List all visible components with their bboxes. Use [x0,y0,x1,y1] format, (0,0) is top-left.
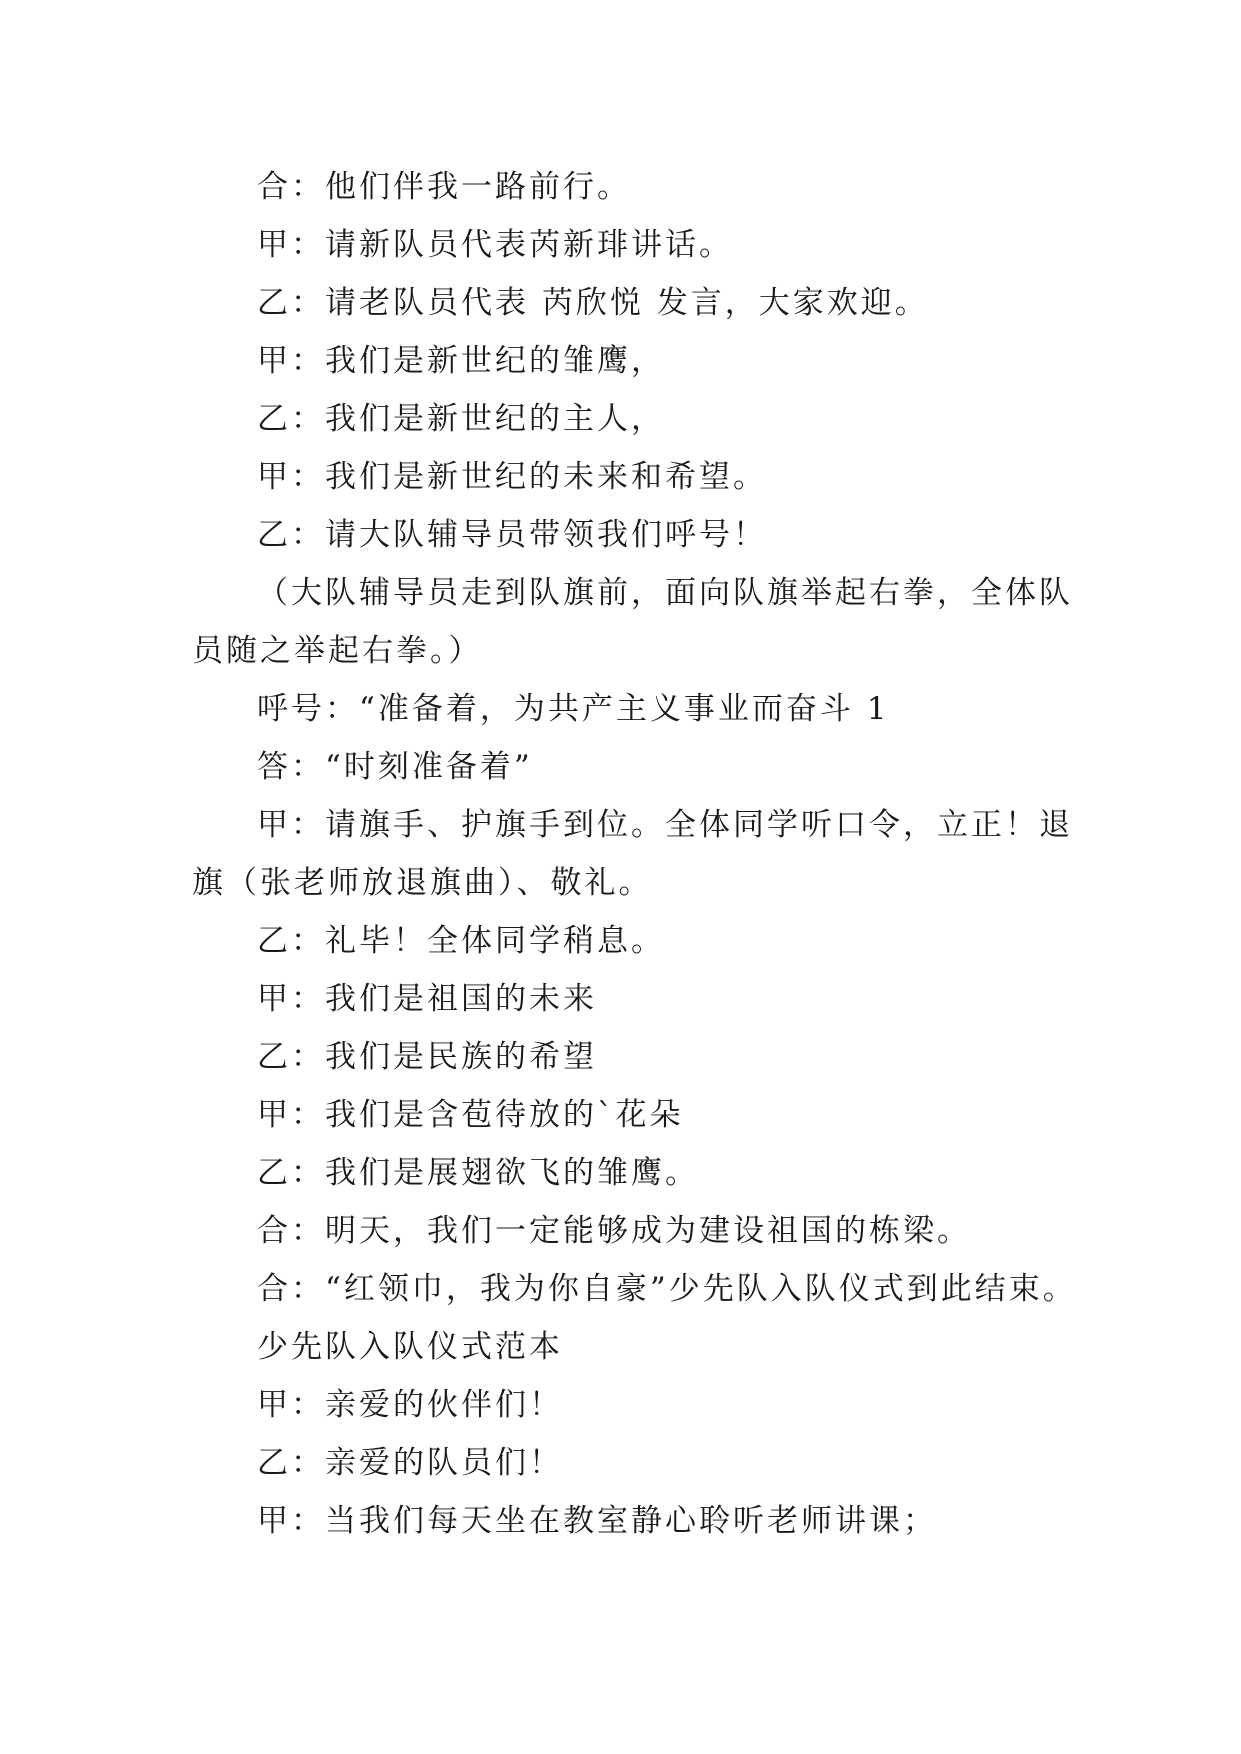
text-line: 乙：我们是新世纪的主人， [257,401,665,437]
text-line: 呼号：“准备着，为共产主义事业而奋斗 1 [257,691,890,727]
text-line: 乙：请老队员代表 芮欣悦 发言，大家欢迎。 [257,285,929,321]
text-line: 甲：我们是含苞待放的`花朵 [257,1097,684,1133]
text-line: 甲：我们是祖国的未来 [257,981,597,1017]
text-line: 乙：我们是民族的希望 [257,1039,597,1075]
text-line: 合：他们伴我一路前行。 [257,169,631,205]
text-line: 合：“红领巾，我为你自豪”少先队入队仪式到此结束。 [257,1271,1077,1307]
text-line: 甲：我们是新世纪的雏鹰， [257,343,665,379]
section-heading: 少先队入队仪式范本 [257,1329,563,1365]
text-line: 乙：我们是展翅欲飞的雏鹰。 [257,1155,699,1191]
text-line: （大队辅导员走到队旗前，面向队旗举起右拳，全体队 [257,575,1073,611]
text-line: 甲：请旗手、护旗手到位。全体同学听口令，立正！退 [257,807,1073,843]
text-line: 甲：我们是新世纪的未来和希望。 [257,459,767,495]
text-line: 员随之举起右拳。） [192,633,483,669]
text-line: 甲：请新队员代表芮新琲讲话。 [257,227,733,263]
text-line: 甲：亲爱的伙伴们！ [257,1387,563,1423]
text-line: 乙：请大队辅导员带领我们呼号！ [257,517,767,553]
text-line: 答：“时刻准备着” [257,749,533,785]
text-line: 合：明天，我们一定能够成为建设祖国的栋梁。 [257,1213,971,1249]
text-line: 甲：当我们每天坐在教室静心聆听老师讲课； [257,1503,937,1539]
text-line: 乙：礼毕！全体同学稍息。 [257,923,665,959]
text-line: 乙：亲爱的队员们！ [257,1445,563,1481]
text-line: 旗（张老师放退旗曲）、敬礼。 [192,865,653,901]
